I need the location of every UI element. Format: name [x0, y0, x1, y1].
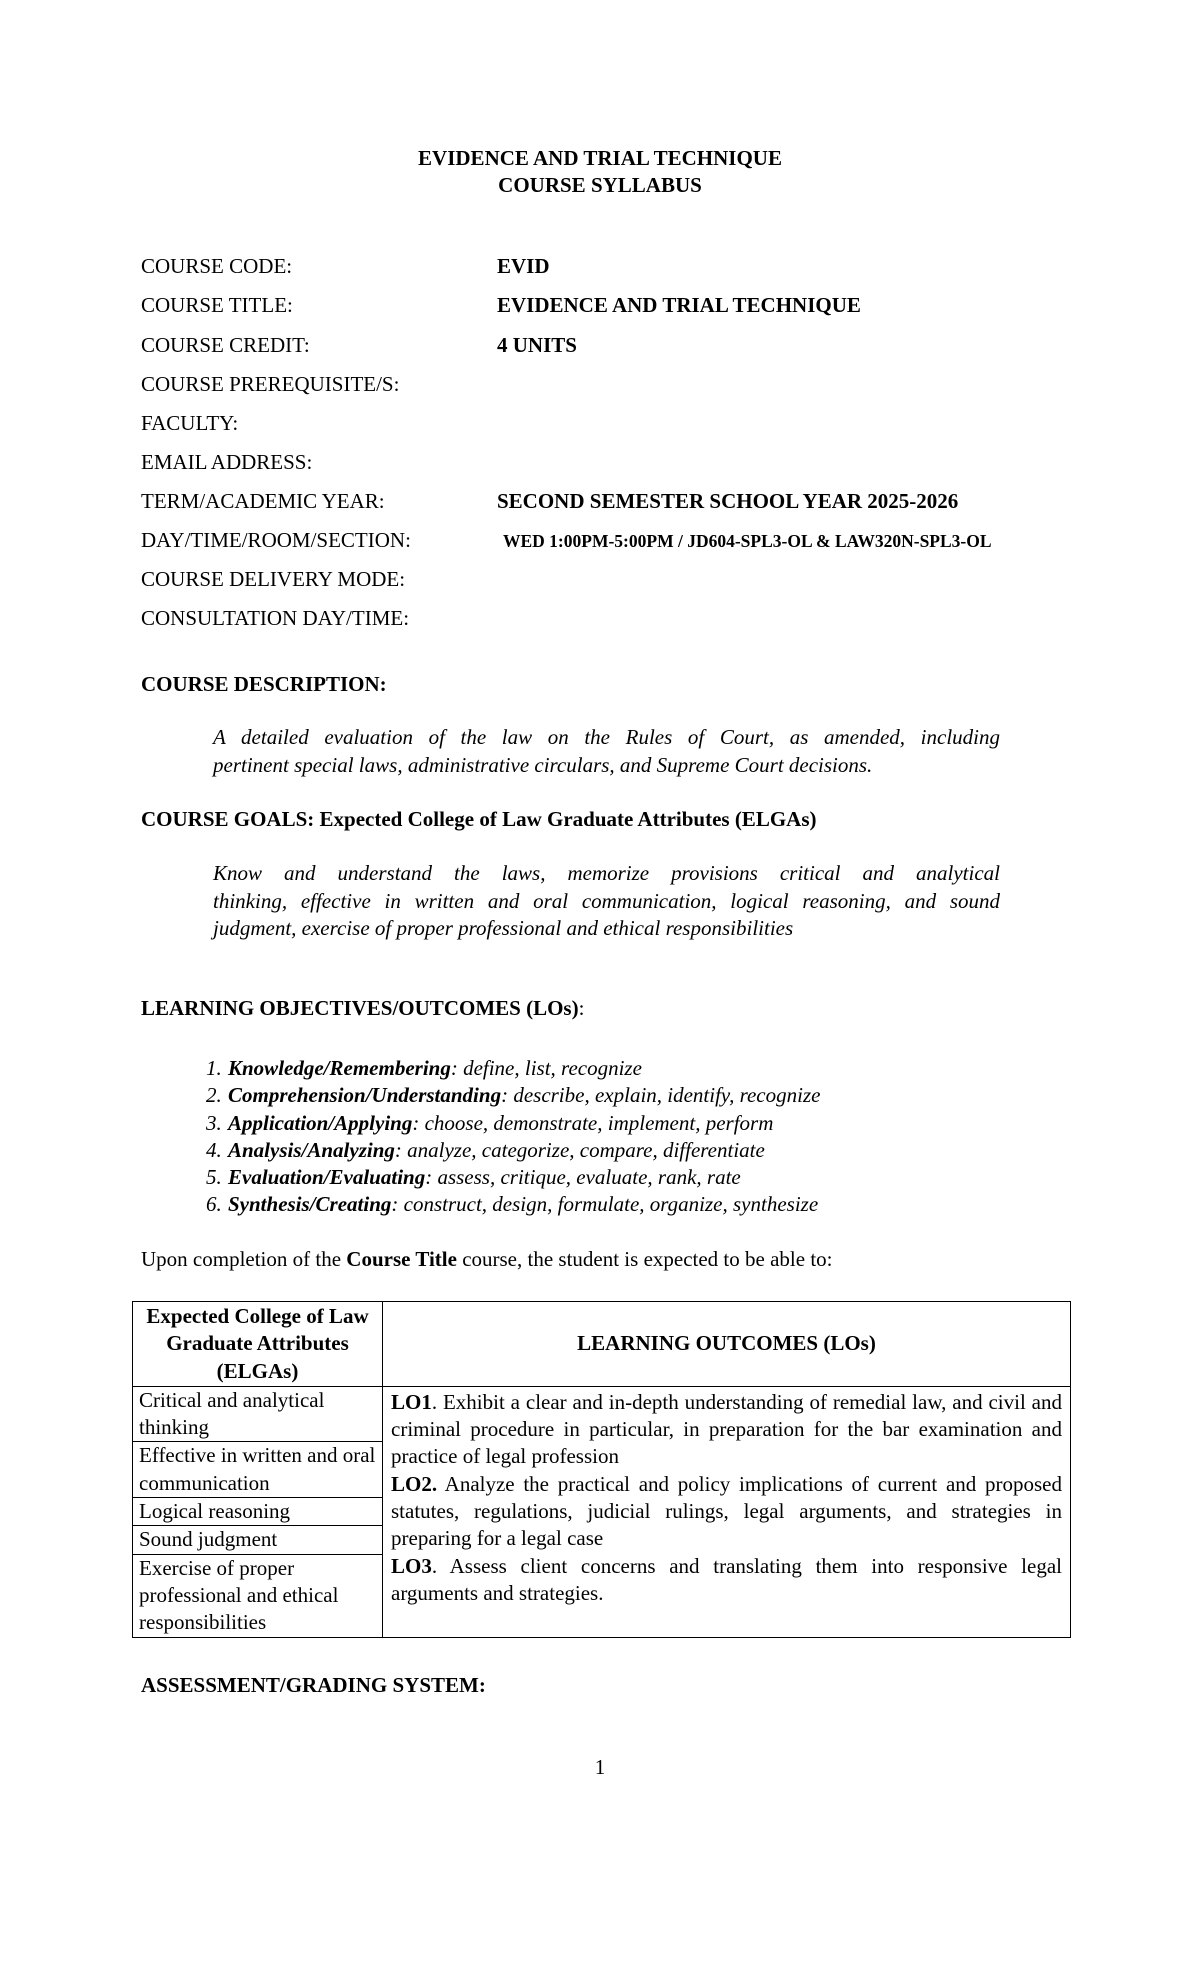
course-code-label: COURSE CODE: — [141, 254, 293, 278]
goals-line: Know and understand the laws, memorize provisions critical and analytical — [213, 861, 1000, 885]
term-value: SECOND SEMESTER SCHOOL YEAR 2025-2026 — [497, 489, 959, 513]
heading-colon: : — [578, 996, 585, 1020]
list-item — [206, 1082, 821, 1109]
list-item — [206, 1191, 820, 1218]
description-line: pertinent special laws, administrative circulars, and Supreme Court decisions. — [213, 752, 873, 777]
course-description-text — [213, 724, 1000, 779]
outcome-text: . Exhibit a clear and in-depth understanding of remedial law, and civil and criminal procedure in particular, in preparation for the bar examination and practice of legal profession — [391, 1389, 1062, 1469]
completion-sentence — [141, 1246, 833, 1273]
outcomes-cell — [383, 1386, 1071, 1637]
learning-objectives-heading-text: LEARNING OBJECTIVES/OUTCOMES (LOs) — [141, 996, 579, 1020]
term-label: TERM/ACADEMIC YEAR: — [141, 489, 385, 513]
list-number: 2. — [206, 1083, 222, 1108]
list-item — [206, 1110, 820, 1137]
list-term: Synthesis/Creating — [228, 1192, 392, 1217]
list-term: Knowledge/Remembering — [228, 1056, 451, 1080]
outcome-code: LO2. — [391, 1471, 438, 1496]
page-number: 1 — [594, 1755, 606, 1779]
course-prerequisite-label: COURSE PREREQUISITE/S: — [141, 372, 400, 396]
course-title-value: EVIDENCE AND TRIAL TECHNIQUE — [497, 293, 861, 317]
elga-item: Effective in written and oral communication — [133, 1442, 382, 1498]
document-subtitle: COURSE SYLLABUS — [498, 173, 702, 197]
elga-item: Critical and analytical thinking — [133, 1387, 382, 1443]
assessment-heading: ASSESSMENT/GRADING SYSTEM: — [141, 1673, 486, 1697]
outcomes-column-header: LEARNING OUTCOMES (LOs) — [383, 1302, 1071, 1387]
elga-item: Sound judgment — [133, 1526, 382, 1554]
goals-line: thinking, effective in written and oral communication, logical reasoning, and sound — [213, 888, 1000, 913]
list-description: : choose, demonstrate, implement, perform — [412, 1110, 774, 1135]
elga-cell — [133, 1386, 383, 1637]
outcome-code: LO1 — [391, 1389, 432, 1414]
table-header-row — [133, 1302, 1071, 1387]
completion-course-title: Course Title — [346, 1247, 457, 1271]
course-description-heading: COURSE DESCRIPTION: — [141, 672, 387, 696]
list-term: Application/Applying — [228, 1110, 413, 1135]
completion-prefix: Upon completion of the — [141, 1247, 347, 1271]
course-code-value: EVID — [497, 254, 550, 278]
list-description: : define, list, recognize — [450, 1056, 642, 1080]
faculty-label: FACULTY: — [141, 411, 239, 435]
elga-column-header: Expected College of Law Graduate Attributes (ELGAs) — [133, 1302, 383, 1387]
schedule-value: WED 1:00PM-5:00PM / JD604-SPL3-OL & LAW320N-SPL3-OL — [503, 531, 992, 551]
list-number: 4. — [206, 1137, 222, 1162]
list-term: Analysis/Analyzing — [228, 1137, 395, 1162]
elga-item: Logical reasoning — [133, 1498, 382, 1526]
list-item — [206, 1055, 820, 1082]
list-item — [206, 1137, 820, 1164]
list-description: : analyze, categorize, compare, differentiate — [394, 1137, 765, 1162]
course-credit-label: COURSE CREDIT: — [141, 333, 310, 357]
course-title-label: COURSE TITLE: — [141, 293, 293, 317]
outcome-text: . Assess client concerns and translating them into responsive legal arguments and strategies. — [391, 1553, 1062, 1605]
outcome-item — [391, 1389, 1062, 1471]
description-line: A detailed evaluation of the law on the Rules of Court, as amended, including — [213, 725, 1000, 749]
course-goals-heading: COURSE GOALS: Expected College of Law Graduate Attributes (ELGAs) — [141, 807, 817, 831]
list-term: Comprehension/Understanding — [228, 1083, 502, 1108]
completion-suffix: course, the student is expected to be able to: — [456, 1247, 833, 1271]
list-item — [206, 1164, 820, 1191]
table-row — [133, 1386, 1071, 1637]
list-description: : construct, design, formulate, organize, synthesize — [391, 1192, 819, 1217]
outcome-item — [391, 1471, 1062, 1553]
list-number: 6. — [206, 1192, 222, 1217]
email-address-label: EMAIL ADDRESS: — [141, 450, 313, 474]
outcome-code: LO3 — [391, 1553, 432, 1578]
learning-objectives-heading — [141, 995, 584, 1022]
list-number: 1. — [206, 1056, 222, 1080]
consultation-label: CONSULTATION DAY/TIME: — [141, 606, 410, 630]
list-number: 5. — [206, 1165, 222, 1190]
outcome-text: Analyze the practical and policy implications of current and proposed statutes, regulations, judicial rulings, legal arguments, and strategies in preparing for a legal case — [391, 1471, 1062, 1551]
list-number: 3. — [206, 1110, 222, 1135]
delivery-mode-label: COURSE DELIVERY MODE: — [141, 567, 406, 591]
list-description: : describe, explain, identify, recognize — [501, 1083, 821, 1108]
learning-outcomes-table — [132, 1301, 1071, 1638]
elga-item: Exercise of proper professional and ethical responsibilities — [139, 1555, 339, 1635]
learning-objectives-list — [206, 1055, 821, 1219]
document-title: EVIDENCE AND TRIAL TECHNIQUE — [418, 146, 782, 170]
course-goals-text — [213, 860, 1000, 943]
schedule-label: DAY/TIME/ROOM/SECTION: — [141, 528, 411, 552]
outcome-item — [391, 1553, 1062, 1608]
list-description: : assess, critique, evaluate, rank, rate — [425, 1165, 741, 1190]
list-term: Evaluation/Evaluating — [228, 1165, 426, 1190]
course-credit-value: 4 UNITS — [497, 333, 577, 357]
goals-line: judgment, exercise of proper professional and ethical responsibilities — [213, 916, 794, 940]
